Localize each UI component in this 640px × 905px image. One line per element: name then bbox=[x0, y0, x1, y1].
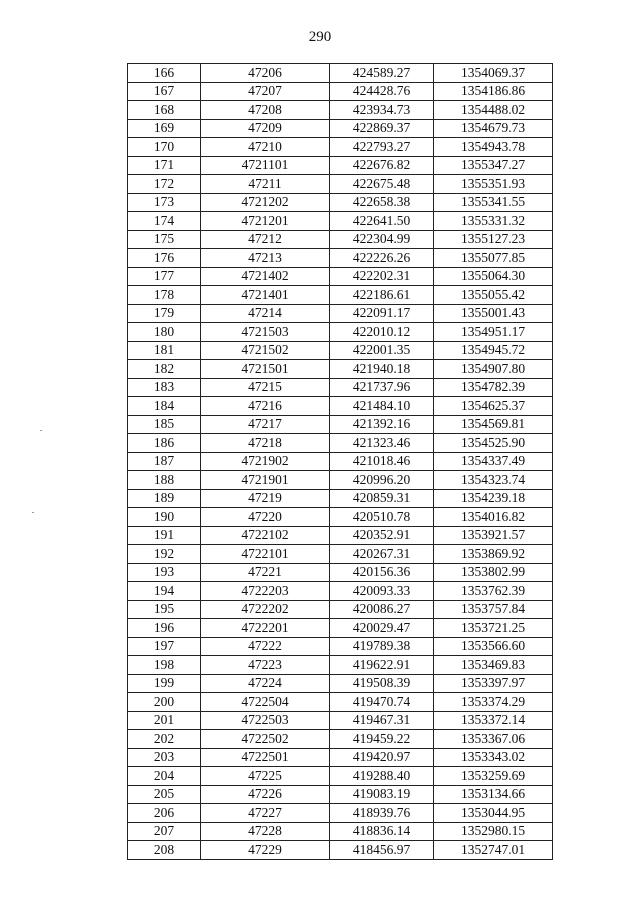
x-coordinate-cell: 420510.78 bbox=[330, 508, 434, 527]
x-coordinate-cell: 424589.27 bbox=[330, 64, 434, 83]
x-coordinate-cell: 420086.27 bbox=[330, 600, 434, 619]
page-number: 290 bbox=[308, 29, 332, 45]
point-id-cell: 47223 bbox=[201, 656, 330, 675]
table-row bbox=[128, 489, 553, 508]
x-coordinate-cell: 420093.33 bbox=[330, 582, 434, 601]
y-coordinate-cell: 1354625.37 bbox=[434, 397, 553, 416]
x-coordinate-cell: 419508.39 bbox=[330, 674, 434, 693]
x-coordinate-cell: 422226.26 bbox=[330, 249, 434, 268]
point-id-cell: 4722503 bbox=[201, 711, 330, 730]
point-id-cell: 47222 bbox=[201, 637, 330, 656]
y-coordinate-cell: 1354569.81 bbox=[434, 415, 553, 434]
x-coordinate-cell: 422186.61 bbox=[330, 286, 434, 305]
y-coordinate-cell: 1353134.66 bbox=[434, 785, 553, 804]
row-index-cell: 196 bbox=[128, 619, 201, 638]
y-coordinate-cell: 1354782.39 bbox=[434, 378, 553, 397]
point-id-cell: 47220 bbox=[201, 508, 330, 527]
x-coordinate-cell: 422675.48 bbox=[330, 175, 434, 194]
x-coordinate-cell: 421940.18 bbox=[330, 360, 434, 379]
y-coordinate-cell: 1354943.78 bbox=[434, 138, 553, 157]
row-index-cell: 167 bbox=[128, 82, 201, 101]
point-id-cell: 47228 bbox=[201, 822, 330, 841]
x-coordinate-cell: 420859.31 bbox=[330, 489, 434, 508]
y-coordinate-cell: 1353762.39 bbox=[434, 582, 553, 601]
y-coordinate-cell: 1353397.97 bbox=[434, 674, 553, 693]
row-index-cell: 191 bbox=[128, 526, 201, 545]
row-index-cell: 207 bbox=[128, 822, 201, 841]
row-index-cell: 171 bbox=[128, 156, 201, 175]
y-coordinate-cell: 1354337.49 bbox=[434, 452, 553, 471]
table-row bbox=[128, 323, 553, 342]
row-index-cell: 173 bbox=[128, 193, 201, 212]
point-id-cell: 47216 bbox=[201, 397, 330, 416]
point-id-cell: 47215 bbox=[201, 378, 330, 397]
point-id-cell: 47214 bbox=[201, 304, 330, 323]
y-coordinate-cell: 1352747.01 bbox=[434, 841, 553, 860]
row-index-cell: 186 bbox=[128, 434, 201, 453]
row-index-cell: 172 bbox=[128, 175, 201, 194]
y-coordinate-cell: 1355341.55 bbox=[434, 193, 553, 212]
x-coordinate-cell: 422869.37 bbox=[330, 119, 434, 138]
table-row bbox=[128, 674, 553, 693]
x-coordinate-cell: 419459.22 bbox=[330, 730, 434, 749]
point-id-cell: 4722502 bbox=[201, 730, 330, 749]
row-index-cell: 204 bbox=[128, 767, 201, 786]
y-coordinate-cell: 1353259.69 bbox=[434, 767, 553, 786]
row-index-cell: 195 bbox=[128, 600, 201, 619]
x-coordinate-cell: 419083.19 bbox=[330, 785, 434, 804]
x-coordinate-cell: 422641.50 bbox=[330, 212, 434, 231]
row-index-cell: 174 bbox=[128, 212, 201, 231]
row-index-cell: 190 bbox=[128, 508, 201, 527]
row-index-cell: 202 bbox=[128, 730, 201, 749]
table-row bbox=[128, 304, 553, 323]
point-id-cell: 4722202 bbox=[201, 600, 330, 619]
point-id-cell: 4722504 bbox=[201, 693, 330, 712]
x-coordinate-cell: 418836.14 bbox=[330, 822, 434, 841]
y-coordinate-cell: 1354945.72 bbox=[434, 341, 553, 360]
point-id-cell: 4722501 bbox=[201, 748, 330, 767]
row-index-cell: 198 bbox=[128, 656, 201, 675]
table-row bbox=[128, 286, 553, 305]
table-row bbox=[128, 637, 553, 656]
table-row bbox=[128, 545, 553, 564]
y-coordinate-cell: 1353469.83 bbox=[434, 656, 553, 675]
table-row bbox=[128, 582, 553, 601]
x-coordinate-cell: 420352.91 bbox=[330, 526, 434, 545]
row-index-cell: 203 bbox=[128, 748, 201, 767]
table-row bbox=[128, 415, 553, 434]
x-coordinate-cell: 419420.97 bbox=[330, 748, 434, 767]
x-coordinate-cell: 422676.82 bbox=[330, 156, 434, 175]
point-id-cell: 47206 bbox=[201, 64, 330, 83]
scan-speck bbox=[40, 430, 42, 431]
x-coordinate-cell: 421018.46 bbox=[330, 452, 434, 471]
x-coordinate-cell: 422793.27 bbox=[330, 138, 434, 157]
point-id-cell: 4721501 bbox=[201, 360, 330, 379]
y-coordinate-cell: 1354323.74 bbox=[434, 471, 553, 490]
table-row bbox=[128, 249, 553, 268]
y-coordinate-cell: 1354488.02 bbox=[434, 101, 553, 120]
row-index-cell: 201 bbox=[128, 711, 201, 730]
point-id-cell: 4721202 bbox=[201, 193, 330, 212]
y-coordinate-cell: 1354525.90 bbox=[434, 434, 553, 453]
table-row bbox=[128, 175, 553, 194]
y-coordinate-cell: 1353921.57 bbox=[434, 526, 553, 545]
table-row bbox=[128, 101, 553, 120]
point-id-cell: 47224 bbox=[201, 674, 330, 693]
row-index-cell: 177 bbox=[128, 267, 201, 286]
y-coordinate-cell: 1353374.29 bbox=[434, 693, 553, 712]
x-coordinate-cell: 422010.12 bbox=[330, 323, 434, 342]
row-index-cell: 194 bbox=[128, 582, 201, 601]
point-id-cell: 4721503 bbox=[201, 323, 330, 342]
point-id-cell: 4722101 bbox=[201, 545, 330, 564]
x-coordinate-cell: 421323.46 bbox=[330, 434, 434, 453]
row-index-cell: 183 bbox=[128, 378, 201, 397]
point-id-cell: 47225 bbox=[201, 767, 330, 786]
point-id-cell: 47208 bbox=[201, 101, 330, 120]
y-coordinate-cell: 1354069.37 bbox=[434, 64, 553, 83]
point-id-cell: 4721401 bbox=[201, 286, 330, 305]
point-id-cell: 47209 bbox=[201, 119, 330, 138]
y-coordinate-cell: 1355001.43 bbox=[434, 304, 553, 323]
row-index-cell: 181 bbox=[128, 341, 201, 360]
x-coordinate-cell: 422658.38 bbox=[330, 193, 434, 212]
y-coordinate-cell: 1355077.85 bbox=[434, 249, 553, 268]
y-coordinate-cell: 1354186.86 bbox=[434, 82, 553, 101]
scan-speck bbox=[32, 512, 34, 513]
row-index-cell: 197 bbox=[128, 637, 201, 656]
x-coordinate-cell: 419288.40 bbox=[330, 767, 434, 786]
y-coordinate-cell: 1354016.82 bbox=[434, 508, 553, 527]
point-id-cell: 47211 bbox=[201, 175, 330, 194]
y-coordinate-cell: 1354907.80 bbox=[434, 360, 553, 379]
y-coordinate-cell: 1353802.99 bbox=[434, 563, 553, 582]
x-coordinate-cell: 423934.73 bbox=[330, 101, 434, 120]
table-row bbox=[128, 767, 553, 786]
table-row bbox=[128, 64, 553, 83]
point-id-cell: 4721402 bbox=[201, 267, 330, 286]
point-id-cell: 4721502 bbox=[201, 341, 330, 360]
table-row bbox=[128, 434, 553, 453]
y-coordinate-cell: 1355055.42 bbox=[434, 286, 553, 305]
y-coordinate-cell: 1354951.17 bbox=[434, 323, 553, 342]
table-row bbox=[128, 619, 553, 638]
y-coordinate-cell: 1354239.18 bbox=[434, 489, 553, 508]
point-id-cell: 47226 bbox=[201, 785, 330, 804]
row-index-cell: 176 bbox=[128, 249, 201, 268]
y-coordinate-cell: 1354679.73 bbox=[434, 119, 553, 138]
row-index-cell: 188 bbox=[128, 471, 201, 490]
row-index-cell: 199 bbox=[128, 674, 201, 693]
coordinates-table-body bbox=[128, 64, 553, 860]
table-row bbox=[128, 119, 553, 138]
y-coordinate-cell: 1355064.30 bbox=[434, 267, 553, 286]
y-coordinate-cell: 1353869.92 bbox=[434, 545, 553, 564]
point-id-cell: 47218 bbox=[201, 434, 330, 453]
table-row bbox=[128, 267, 553, 286]
row-index-cell: 180 bbox=[128, 323, 201, 342]
table-row bbox=[128, 138, 553, 157]
x-coordinate-cell: 421484.10 bbox=[330, 397, 434, 416]
x-coordinate-cell: 420029.47 bbox=[330, 619, 434, 638]
row-index-cell: 170 bbox=[128, 138, 201, 157]
x-coordinate-cell: 422091.17 bbox=[330, 304, 434, 323]
point-id-cell: 47229 bbox=[201, 841, 330, 860]
table-row bbox=[128, 730, 553, 749]
table-row bbox=[128, 378, 553, 397]
table-row bbox=[128, 397, 553, 416]
y-coordinate-cell: 1355331.32 bbox=[434, 212, 553, 231]
row-index-cell: 168 bbox=[128, 101, 201, 120]
table-row bbox=[128, 360, 553, 379]
point-id-cell: 4721201 bbox=[201, 212, 330, 231]
table-row bbox=[128, 563, 553, 582]
row-index-cell: 184 bbox=[128, 397, 201, 416]
x-coordinate-cell: 422304.99 bbox=[330, 230, 434, 249]
point-id-cell: 47213 bbox=[201, 249, 330, 268]
row-index-cell: 187 bbox=[128, 452, 201, 471]
y-coordinate-cell: 1353367.06 bbox=[434, 730, 553, 749]
table-row bbox=[128, 841, 553, 860]
x-coordinate-cell: 424428.76 bbox=[330, 82, 434, 101]
row-index-cell: 208 bbox=[128, 841, 201, 860]
point-id-cell: 4722201 bbox=[201, 619, 330, 638]
table-row bbox=[128, 452, 553, 471]
x-coordinate-cell: 419467.31 bbox=[330, 711, 434, 730]
x-coordinate-cell: 419470.74 bbox=[330, 693, 434, 712]
row-index-cell: 175 bbox=[128, 230, 201, 249]
table-row bbox=[128, 82, 553, 101]
x-coordinate-cell: 420996.20 bbox=[330, 471, 434, 490]
table-row bbox=[128, 341, 553, 360]
x-coordinate-cell: 422001.35 bbox=[330, 341, 434, 360]
x-coordinate-cell: 420156.36 bbox=[330, 563, 434, 582]
x-coordinate-cell: 422202.31 bbox=[330, 267, 434, 286]
y-coordinate-cell: 1353372.14 bbox=[434, 711, 553, 730]
row-index-cell: 166 bbox=[128, 64, 201, 83]
x-coordinate-cell: 421737.96 bbox=[330, 378, 434, 397]
y-coordinate-cell: 1352980.15 bbox=[434, 822, 553, 841]
y-coordinate-cell: 1353721.25 bbox=[434, 619, 553, 638]
point-id-cell: 47221 bbox=[201, 563, 330, 582]
table-row bbox=[128, 656, 553, 675]
table-row bbox=[128, 156, 553, 175]
row-index-cell: 189 bbox=[128, 489, 201, 508]
x-coordinate-cell: 419789.38 bbox=[330, 637, 434, 656]
point-id-cell: 47217 bbox=[201, 415, 330, 434]
row-index-cell: 185 bbox=[128, 415, 201, 434]
row-index-cell: 200 bbox=[128, 693, 201, 712]
y-coordinate-cell: 1355127.23 bbox=[434, 230, 553, 249]
table-row bbox=[128, 212, 553, 231]
y-coordinate-cell: 1353566.60 bbox=[434, 637, 553, 656]
point-id-cell: 47227 bbox=[201, 804, 330, 823]
point-id-cell: 47212 bbox=[201, 230, 330, 249]
y-coordinate-cell: 1353757.84 bbox=[434, 600, 553, 619]
point-id-cell: 47219 bbox=[201, 489, 330, 508]
row-index-cell: 169 bbox=[128, 119, 201, 138]
point-id-cell: 4721101 bbox=[201, 156, 330, 175]
table-row bbox=[128, 193, 553, 212]
y-coordinate-cell: 1353343.02 bbox=[434, 748, 553, 767]
point-id-cell: 4722102 bbox=[201, 526, 330, 545]
table-row bbox=[128, 785, 553, 804]
y-coordinate-cell: 1355347.27 bbox=[434, 156, 553, 175]
x-coordinate-cell: 421392.16 bbox=[330, 415, 434, 434]
table-row bbox=[128, 471, 553, 490]
table-row bbox=[128, 711, 553, 730]
row-index-cell: 182 bbox=[128, 360, 201, 379]
x-coordinate-cell: 419622.91 bbox=[330, 656, 434, 675]
coordinates-table bbox=[127, 63, 553, 860]
table-row bbox=[128, 693, 553, 712]
table-row bbox=[128, 230, 553, 249]
table-row bbox=[128, 804, 553, 823]
y-coordinate-cell: 1353044.95 bbox=[434, 804, 553, 823]
point-id-cell: 4721901 bbox=[201, 471, 330, 490]
table-row bbox=[128, 822, 553, 841]
y-coordinate-cell: 1355351.93 bbox=[434, 175, 553, 194]
x-coordinate-cell: 418456.97 bbox=[330, 841, 434, 860]
table-row bbox=[128, 526, 553, 545]
table-row bbox=[128, 748, 553, 767]
point-id-cell: 4722203 bbox=[201, 582, 330, 601]
table-row bbox=[128, 600, 553, 619]
x-coordinate-cell: 418939.76 bbox=[330, 804, 434, 823]
row-index-cell: 206 bbox=[128, 804, 201, 823]
point-id-cell: 47207 bbox=[201, 82, 330, 101]
row-index-cell: 179 bbox=[128, 304, 201, 323]
point-id-cell: 47210 bbox=[201, 138, 330, 157]
row-index-cell: 192 bbox=[128, 545, 201, 564]
x-coordinate-cell: 420267.31 bbox=[330, 545, 434, 564]
row-index-cell: 193 bbox=[128, 563, 201, 582]
point-id-cell: 4721902 bbox=[201, 452, 330, 471]
row-index-cell: 205 bbox=[128, 785, 201, 804]
row-index-cell: 178 bbox=[128, 286, 201, 305]
table-row bbox=[128, 508, 553, 527]
